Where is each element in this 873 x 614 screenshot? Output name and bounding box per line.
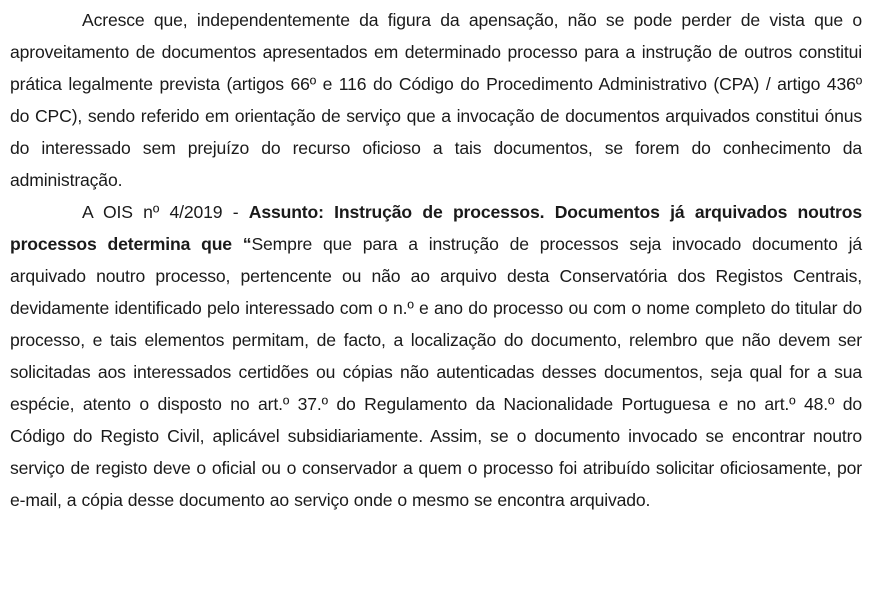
quote-open-mark: “: [231, 234, 252, 254]
paragraph-apensacao: Acresce que, independentemente da figura da apensação, não se pode perder de vista que o aproveitamento de documentos apresentados em determinado processo para a instrução de outros constitui prática legalmente prevista (artigos 66º e 116 do Código do Procedimento Administrativo (CPA) / artigo 436º do CPC), sendo referido em orientação de serviço que a invocação de documentos arquivados constitui ónus do interessado sem prejuízo do recurso oficioso a tais documentos, se forem do conhecimento da administração.: [10, 10, 862, 190]
paragraph-ois-4-2019: [10, 196, 862, 516]
quoted-text: Sempre que para a instrução de processos seja invocado documento já arquivado noutro processo, pertencente ou não ao arquivo desta Conservatória dos Registos Centrais, devidamente identificado pelo interessado com o n.º e ano do processo ou com o nome completo do titular do processo, e tais elementos permitam, de facto, a localização do documento, relembro que não devem ser solicitadas aos interessados certidões ou cópias não autenticadas desses documentos, seja qual for a sua espécie, atento o disposto no art.º 37.º do Regulamento da Nacionalidade Portuguesa e no art.º 48.º do Código do Registo Civil, aplicável subsidiariamente. Assim, se o documento invocado se encontrar noutro serviço de registo deve o oficial ou o conservador a quem o processo foi atribuído solicitar oficiosamente, por e-mail, a cópia desse documento ao serviço onde o mesmo se encontra arquivado.: [10, 234, 862, 510]
paragraph-intro: A OIS nº 4/2019 -: [82, 202, 249, 222]
subject-heading: Assunto: Instrução de processos. Documentos já arquivados noutros processos determina que: [10, 202, 862, 254]
